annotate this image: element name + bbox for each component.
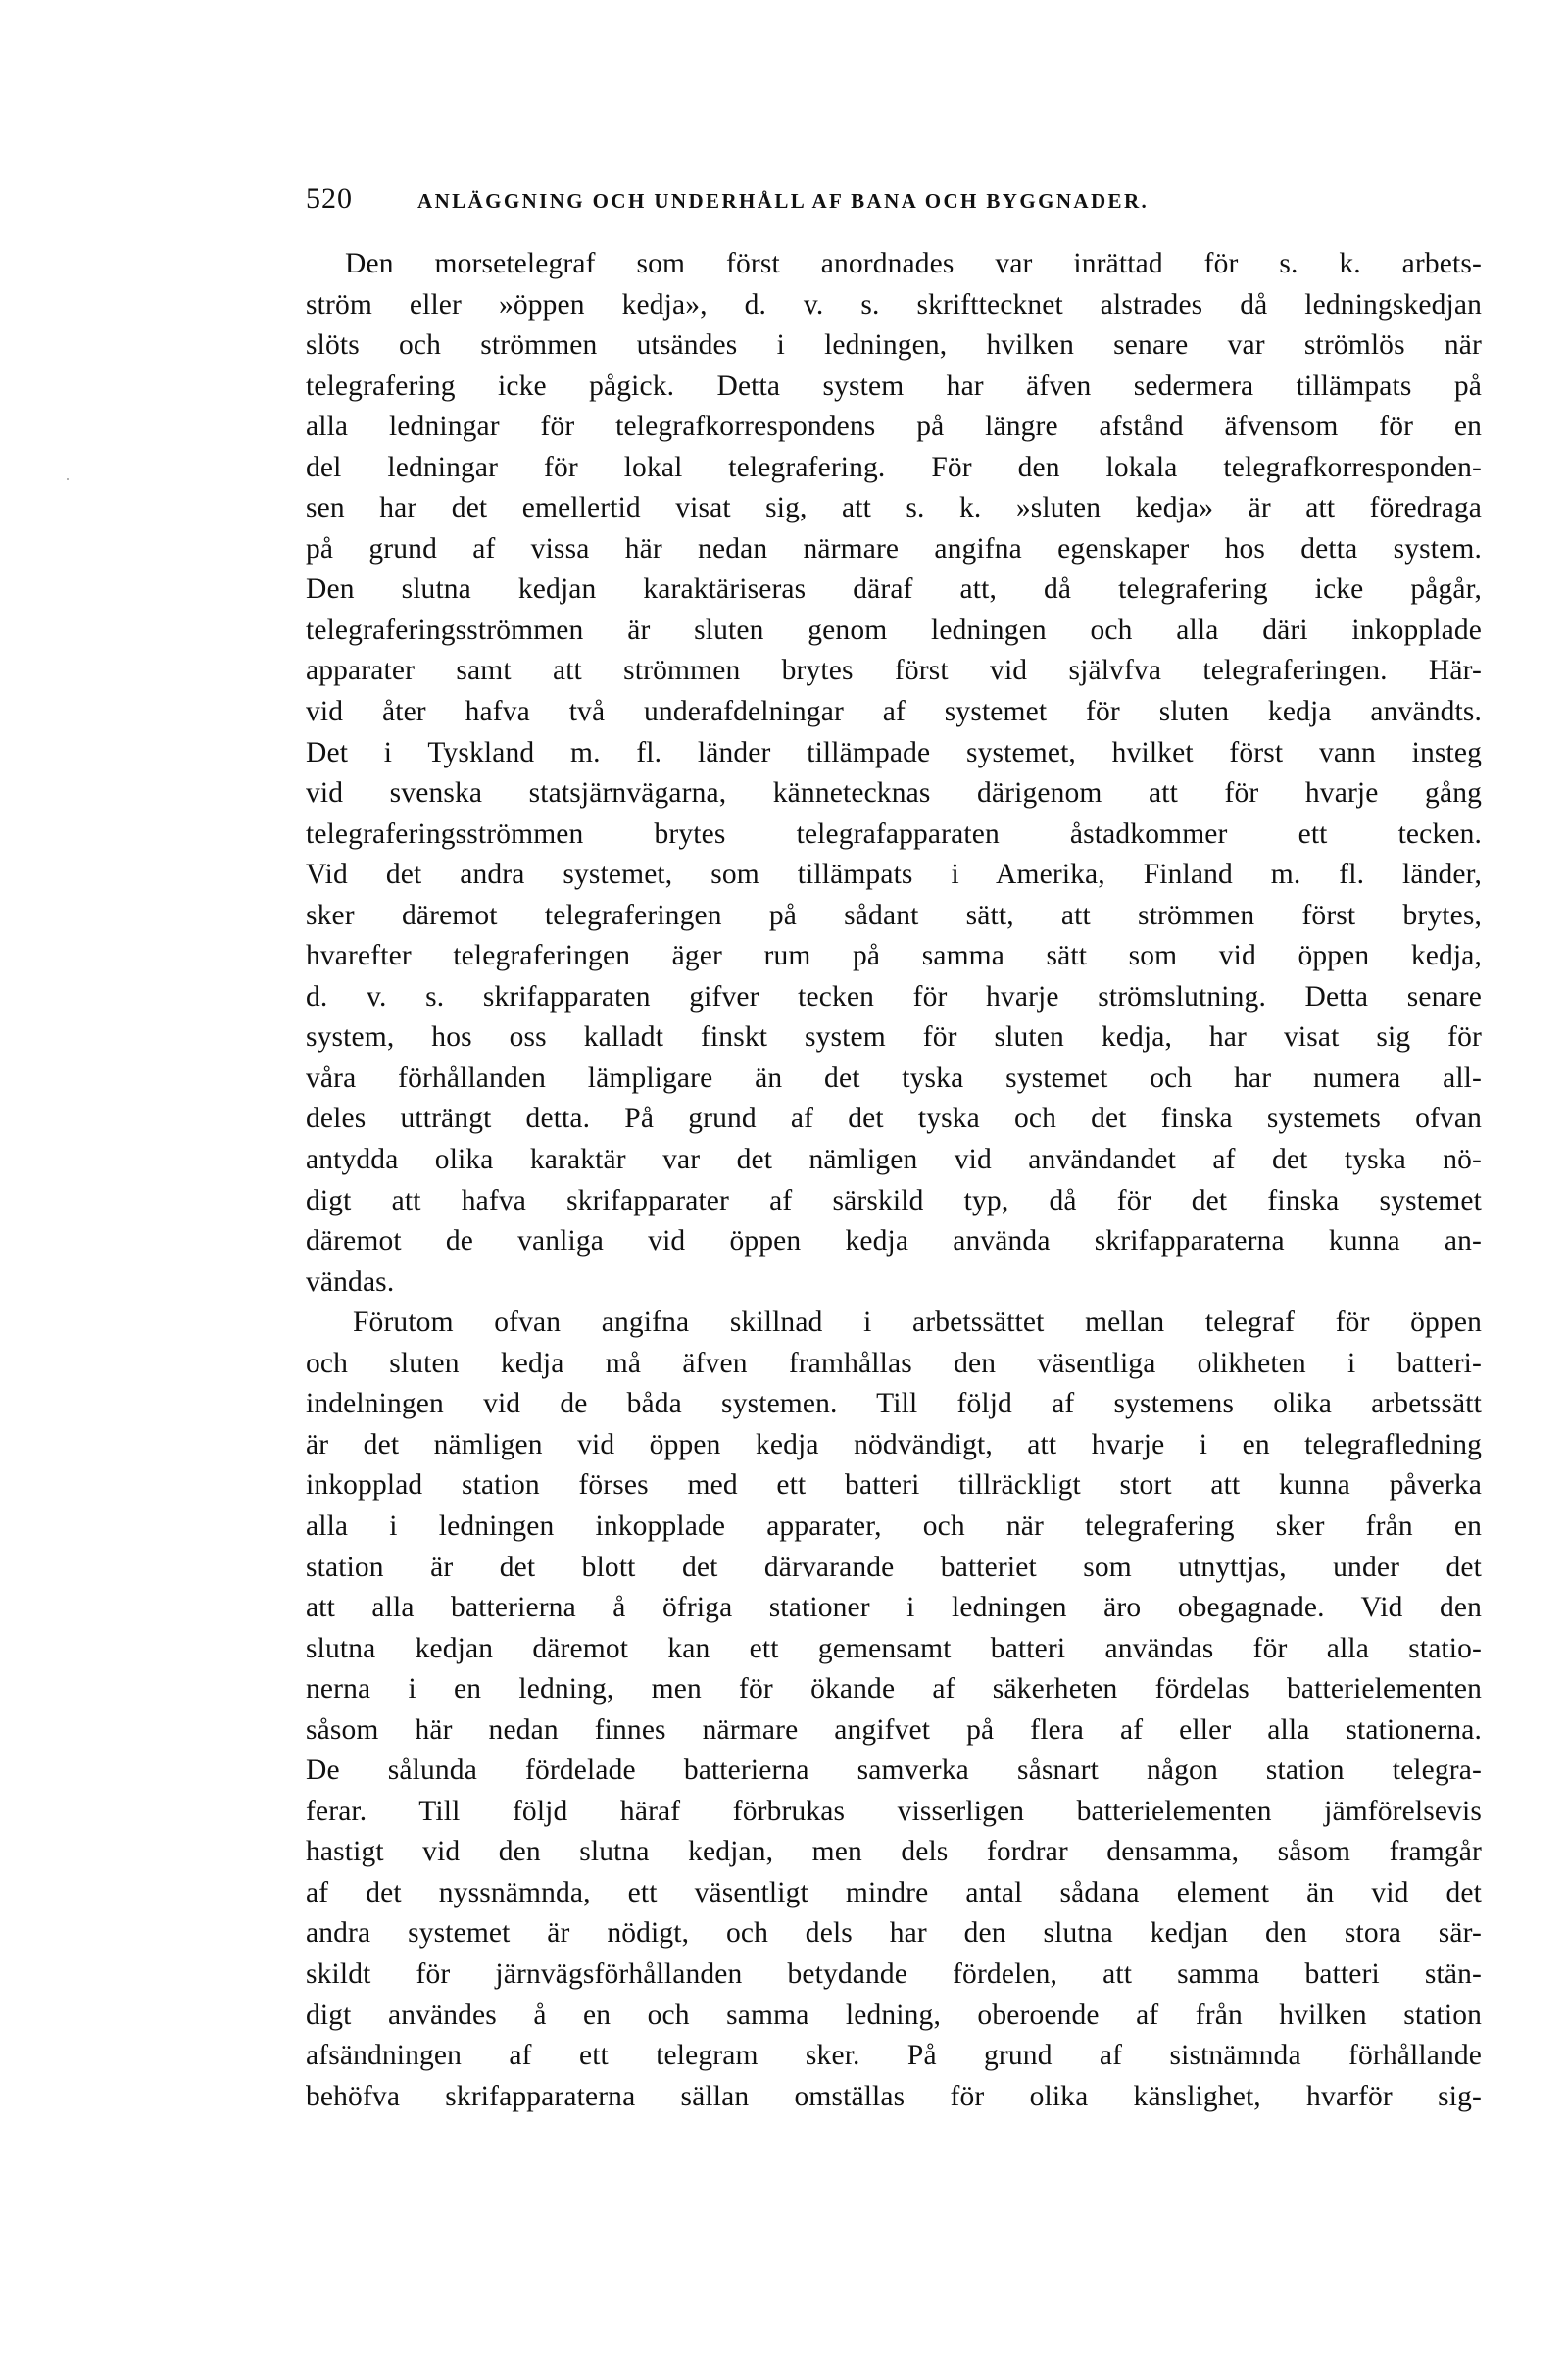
text-line: är det nämligen vid öppen kedja nödvändigt, att hvarje i en telegrafledning <box>306 1428 1482 1460</box>
text-line: att alla batterierna å öfriga stationer i ledningen äro obegagnade. Vid den <box>306 1592 1482 1624</box>
text-line: nerna i en ledning, men för ökande af säkerheten fördelas batterielementen <box>306 1673 1482 1706</box>
page-number: 520 <box>306 182 353 215</box>
text-line: De sålunda fördelade batterierna samverka såsnart någon station telegra- <box>306 1755 1482 1787</box>
text-line: digt att hafva skrifapparater af särskild typ, då för det finska systemet <box>306 1184 1482 1216</box>
text-line: station är det blott det därvarande batteriet som utnyttjas, under det <box>306 1551 1482 1583</box>
text-line: digt användes å en och samma ledning, oberoende af från hvilken station <box>306 1999 1482 2031</box>
text-line: Förutom ofvan angifna skillnad i arbetssättet mellan telegraf för öppen <box>353 1307 1482 1339</box>
text-line: Det i Tyskland m. fl. länder tillämpade systemet, hvilket först vann insteg <box>306 736 1482 768</box>
text-line: del ledningar för lokal telegrafering. För den lokala telegrafkorresponden- <box>306 451 1482 483</box>
text-line: afsändningen af ett telegram sker. På grund af sistnämnda förhållande <box>306 2040 1482 2072</box>
text-line: ström eller »öppen kedja», d. v. s. skrifttecknet alstrades då ledningskedjan <box>306 288 1482 321</box>
text-line: sen har det emellertid visat sig, att s. k. »sluten kedja» är att föredraga <box>306 492 1482 524</box>
text-line: skildt för järnvägsförhållanden betydande fördelen, att samma batteri stän- <box>306 1957 1482 1990</box>
margin-speck <box>67 478 69 480</box>
text-line: på grund af vissa här nedan närmare angifna egenskaper hos detta system. <box>306 532 1482 565</box>
running-head: ANLÄGGNING OCH UNDERHÅLL AF BANA OCH BYGGNADER. <box>417 189 1150 213</box>
text-line: ferar. Till följd häraf förbrukas visserligen batterielementen jämförelsevis <box>306 1795 1482 1827</box>
text-line: Vid det andra systemet, som tillämpats i Amerika, Finland m. fl. länder, <box>306 859 1482 891</box>
text-line: vid åter hafva två underafdelningar af systemet för sluten kedja användts. <box>306 696 1482 728</box>
text-line: system, hos oss kalladt finskt system för sluten kedja, har visat sig för <box>306 1021 1482 1054</box>
text-line: hvarefter telegraferingen äger rum på samma sätt som vid öppen kedja, <box>306 940 1482 972</box>
text-line: andra systemet är nödigt, och dels har den slutna kedjan den stora sär- <box>306 1917 1482 1950</box>
body-text <box>306 244 1482 2117</box>
text-line: vändas. <box>306 1265 395 1298</box>
text-line: apparater samt att strömmen brytes först vid självfva telegraferingen. Här- <box>306 655 1482 687</box>
text-line: sker däremot telegraferingen på sådant sätt, att strömmen först brytes, <box>306 899 1482 931</box>
text-line: slutna kedjan däremot kan ett gemensamt batteri användas för alla statio- <box>306 1632 1482 1664</box>
text-line: behöfva skrifapparaterna sällan omställas för olika känslighet, hvarför sig- <box>306 2080 1482 2112</box>
text-line: våra förhållanden lämpligare än det tyska systemet och har numera all- <box>306 1062 1482 1094</box>
text-line: såsom här nedan finnes närmare angifvet på flera af eller alla stationerna. <box>306 1713 1482 1746</box>
text-line: telegraferingsströmmen brytes telegrafapparaten åstadkommer ett tecken. <box>306 817 1482 850</box>
text-line: telegrafering icke pågick. Detta system har äfven sedermera tillämpats på <box>306 370 1482 402</box>
text-line: indelningen vid de båda systemen. Till följd af systemens olika arbetssätt <box>306 1388 1482 1420</box>
text-line: hastigt vid den slutna kedjan, men dels fordrar densamma, såsom framgår <box>306 1836 1482 1868</box>
text-line: alla ledningar för telegrafkorrespondens på längre afstånd äfvensom för en <box>306 411 1482 443</box>
text-line: antydda olika karaktär var det nämligen vid användandet af det tyska nö- <box>306 1144 1482 1176</box>
text-line: slöts och strömmen utsändes i ledningen, hvilken senare var strömlös när <box>306 329 1482 362</box>
text-line: vid svenska statsjärnvägarna, kännetecknas därigenom att för hvarje gång <box>306 777 1482 810</box>
text-line: inkopplad station förses med ett batteri tillräckligt stort att kunna påverka <box>306 1469 1482 1502</box>
text-line: telegraferingsströmmen är sluten genom ledningen och alla däri inkopplade <box>306 614 1482 646</box>
text-line: däremot de vanliga vid öppen kedja använda skrifapparaterna kunna an- <box>306 1225 1482 1258</box>
text-line: d. v. s. skrifapparaten gifver tecken för hvarje strömslutning. Detta senare <box>306 980 1482 1013</box>
text-line: deles utträngt detta. På grund af det tyska och det finska systemets ofvan <box>306 1103 1482 1135</box>
text-line: Den morsetelegraf som först anordnades var inrättad för s. k. arbets- <box>345 248 1482 279</box>
text-line: Den slutna kedjan karaktäriseras däraf att, då telegrafering icke pågår, <box>306 573 1482 606</box>
text-line: och sluten kedja må äfven framhållas den väsentliga olikheten i batteri- <box>306 1347 1482 1379</box>
text-line: af det nyssnämnda, ett väsentligt mindre antal sådana element än vid det <box>306 1876 1482 1908</box>
text-line: alla i ledningen inkopplade apparater, och när telegrafering sker från en <box>306 1509 1482 1542</box>
page-header <box>306 179 1286 219</box>
